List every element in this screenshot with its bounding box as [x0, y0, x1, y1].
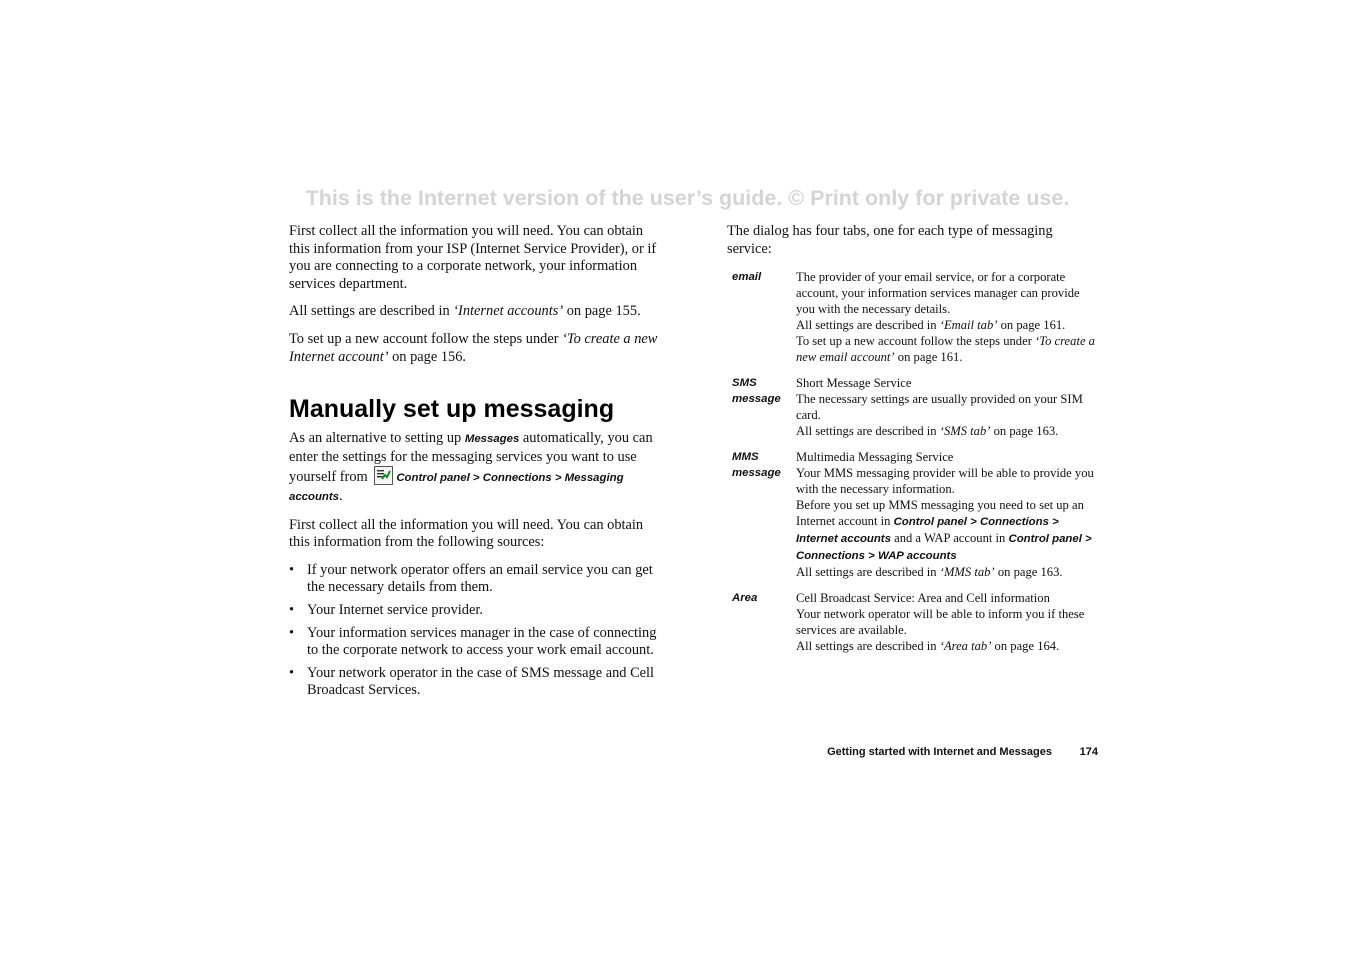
definition-line: [796, 317, 1097, 333]
control-panel-path: Control panel > Connections > Messaging accounts: [289, 472, 624, 503]
text-span: To set up a new account follow the steps under: [289, 330, 563, 347]
wap-accounts-path: Control panel > Connections > WAP accounts: [796, 533, 1092, 563]
text-span: As an alternative to setting up: [289, 430, 465, 447]
definition-line: [796, 333, 1097, 365]
definition-line: [796, 423, 1097, 439]
text-span: on page 163.: [990, 424, 1059, 439]
definition-line: Your network operator will be able to inform you if these services are available.: [796, 607, 1085, 638]
text-span: on page 161.: [997, 318, 1066, 333]
text-span: and a WAP account in: [890, 531, 1009, 546]
tabs-intro-paragraph: The dialog has four tabs, one for each type of messaging service:: [727, 223, 1053, 257]
text-span: on page 163.: [994, 565, 1063, 580]
text-span: All settings are described in: [289, 303, 454, 320]
email-tab-reference: ‘Email tab’: [939, 318, 998, 333]
list-item-text: Your Internet service provider.: [307, 601, 483, 618]
bullet: •: [289, 624, 295, 641]
create-email-account-reference: ‘To create a new email account’: [796, 334, 1095, 365]
messages-ui-label: Messages: [464, 433, 520, 446]
definition-line: The necessary settings are usually provided on your SIM card.: [796, 392, 1083, 423]
bullet: •: [289, 601, 295, 618]
text-span: All settings are described in: [796, 565, 940, 580]
text-span: To set up a new account follow the steps under: [796, 334, 1036, 349]
section-heading: Manually set up messaging: [289, 395, 615, 424]
sources-list: [289, 562, 661, 700]
text-span: on page 156.: [388, 348, 467, 365]
area-tab-reference: ‘Area tab’: [939, 639, 992, 654]
tab-description-email: [727, 269, 1097, 365]
definition-line: [796, 638, 1097, 654]
create-account-paragraph: [289, 331, 661, 366]
text-span: automatically, you can enter the settings for the messaging services you want to use yourself from: [289, 430, 653, 486]
area-definition: [796, 590, 1097, 654]
control-panel-icon: [374, 466, 393, 485]
definition-line: Cell Broadcast Service: Area and Cell information: [796, 591, 1050, 606]
tab-description-sms: [727, 375, 1097, 439]
text-span: All settings are described in: [796, 424, 940, 439]
internet-accounts-reference: ‘Internet accounts’: [453, 303, 564, 320]
mms-term: [727, 449, 796, 580]
definition-line: [796, 497, 1097, 564]
term-line: SMS: [732, 377, 757, 390]
settings-reference-paragraph: [289, 303, 661, 321]
list-item-text: Your information services manager in the case of connecting to the corporate network to access your work email account.: [307, 624, 657, 659]
sms-tab-reference: ‘SMS tab’: [939, 424, 991, 439]
definition-line: [796, 564, 1097, 580]
email-definition: [796, 269, 1097, 365]
area-term: Area: [732, 592, 758, 605]
text-span: on page 155.: [563, 303, 641, 320]
mms-definition: [796, 449, 1097, 580]
internet-accounts-path: Control panel > Connections > Internet accounts: [796, 516, 1059, 546]
right-column: [727, 223, 1097, 654]
definition-line: The provider of your email service, or for a corporate account, your information services manager can provide you with the necessary details.: [796, 270, 1080, 317]
alternative-paragraph: [289, 430, 661, 506]
bullet: •: [289, 561, 295, 578]
list-item-text: If your network operator offers an email service you can get the necessary details from them.: [307, 561, 653, 596]
term-line: message: [732, 393, 781, 406]
text-span: All settings are described in: [796, 318, 940, 333]
text-span: All settings are described in: [796, 639, 940, 654]
definition-line: Multimedia Messaging Service: [796, 450, 954, 465]
text-span: Before you set up MMS messaging you need to set up an Internet account in: [796, 498, 1084, 529]
term-line: MMS: [732, 451, 759, 464]
intro-paragraph: First collect all the information you will need. You can obtain this information from your ISP (Internet Service Provider), or if you are connecting to a corporate network, your information services department.: [289, 223, 657, 292]
sms-term: [727, 375, 796, 439]
list-item: [289, 625, 661, 660]
chapter-title: Getting started with Internet and Messages: [827, 746, 1052, 758]
text-span: on page 161.: [894, 350, 963, 365]
watermark-text: This is the Internet version of the user’s guide. © Print only for private use.: [305, 186, 1070, 210]
create-internet-account-reference: ‘To create a new Internet account’: [289, 330, 658, 365]
page-number: 174: [1079, 746, 1098, 758]
tab-description-area: [727, 590, 1097, 654]
sms-definition: [796, 375, 1097, 439]
list-item: [289, 665, 661, 700]
text-span: on page 164.: [991, 639, 1060, 654]
tab-description-mms: [727, 449, 1097, 580]
bullet: •: [289, 664, 295, 681]
left-column: [289, 223, 661, 705]
term-line: message: [732, 467, 781, 480]
list-item: [289, 562, 661, 597]
email-term: email: [732, 271, 762, 284]
sources-paragraph: First collect all the information you will need. You can obtain this information from the following sources:: [289, 516, 644, 551]
mms-tab-reference: ‘MMS tab’: [939, 565, 995, 580]
text-span: .: [339, 487, 343, 504]
definition-line: Your MMS messaging provider will be able to provide you with the necessary information.: [796, 466, 1094, 497]
list-item: [289, 602, 661, 620]
definition-line: Short Message Service: [796, 376, 912, 391]
list-item-text: Your network operator in the case of SMS message and Cell Broadcast Services.: [307, 664, 655, 699]
